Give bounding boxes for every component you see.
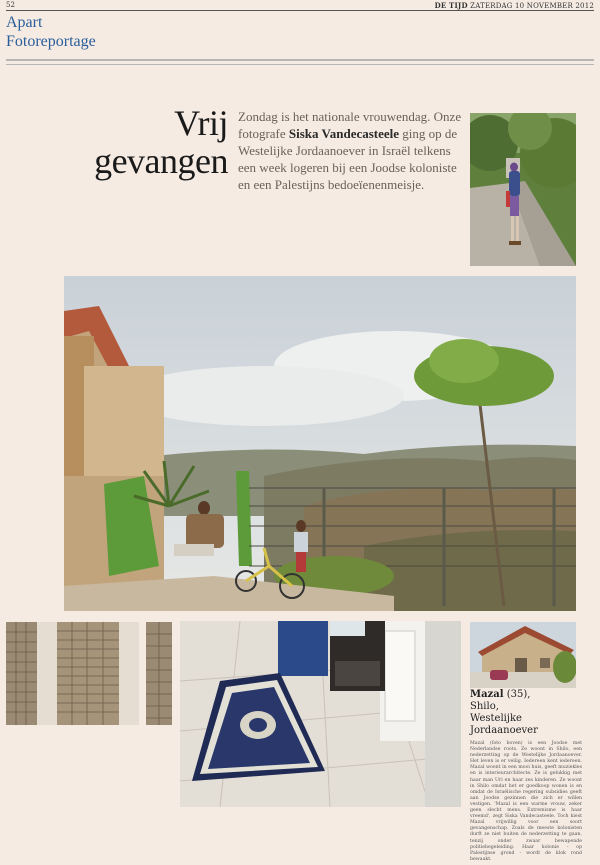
caption-title xyxy=(470,689,582,701)
newspaper-name: DE TIJD xyxy=(434,1,468,10)
photo-mailboxes-center xyxy=(37,622,139,725)
caption-place: Shilo, xyxy=(470,701,499,712)
caption-body: Mazal (foto boven) is een Joodse met Nederlandse roots. Ze woont in Shilo, een nederzetting op de Westelijke Jordaanoever. Het leven is er veilig. Iedereen kent iedereen. Mazal woont in een mooi huis, geeft muziekles en is interieurarchitecte. Ze is gelukkig met haar man Uri en haar zes kinderen. Ze woont in Shilo omdat het er goedkoop wonen is en omdat de Israëlische regering subsidies geeft aan Joodse gezinnen die zich er willen vestigen. 'Mazal is een warme vrouw, zeker geen slecht mens. Extremisme is haar vreemd', zegt Siska Vandecasteele. Toch kiest Mazal vrijwillig voor een soort gevangenschap. Zoals de meeste kolonisten durft ze niet buiten de nederzetting te gaan, tenzij onder zwaar bewapende politiebegeleiding. Haar kolonie - op Palestijnse grond - wordt de klok rond bewaakt. xyxy=(470,741,582,862)
divider-thin xyxy=(6,64,594,65)
headline xyxy=(94,104,228,180)
issue-date: ZATERDAG 10 NOVEMBER 2012 xyxy=(470,2,594,10)
intro-text xyxy=(238,108,463,193)
caption-region: Westelijke Jordaanoever xyxy=(470,713,538,736)
header-rule xyxy=(6,10,594,11)
photo-kitchen-rug xyxy=(180,621,461,807)
photographer-name: Siska Vandecasteele xyxy=(288,126,400,141)
masthead xyxy=(435,1,594,10)
section-title: Apart xyxy=(6,14,43,31)
photo-woman-on-path xyxy=(470,113,576,266)
photo-settlement-overlook xyxy=(64,276,576,611)
caption-name: Mazal xyxy=(470,689,504,700)
headline-line-2: gevangen xyxy=(94,141,228,181)
photo-mailboxes-right xyxy=(146,622,172,725)
subsection-title: Fotoreportage xyxy=(6,33,96,50)
photo-house-shilo xyxy=(470,622,576,688)
intro-after: ging op de Westelijke Jordaanoever in Israël telkens een week logeren bij een Joodse koloniste en een Palestijns bedoeïenenmeisje. xyxy=(238,126,458,192)
page-number: 52 xyxy=(6,1,15,9)
caption-age: (35), xyxy=(503,689,531,700)
intro-before: Zondag is het nationale vrouwendag. Onze fotografe xyxy=(238,109,462,141)
photo-caption xyxy=(470,689,582,863)
photo-mailboxes-left xyxy=(6,622,37,725)
headline-line-1: Vrij xyxy=(174,103,228,143)
divider-thick xyxy=(6,59,594,61)
